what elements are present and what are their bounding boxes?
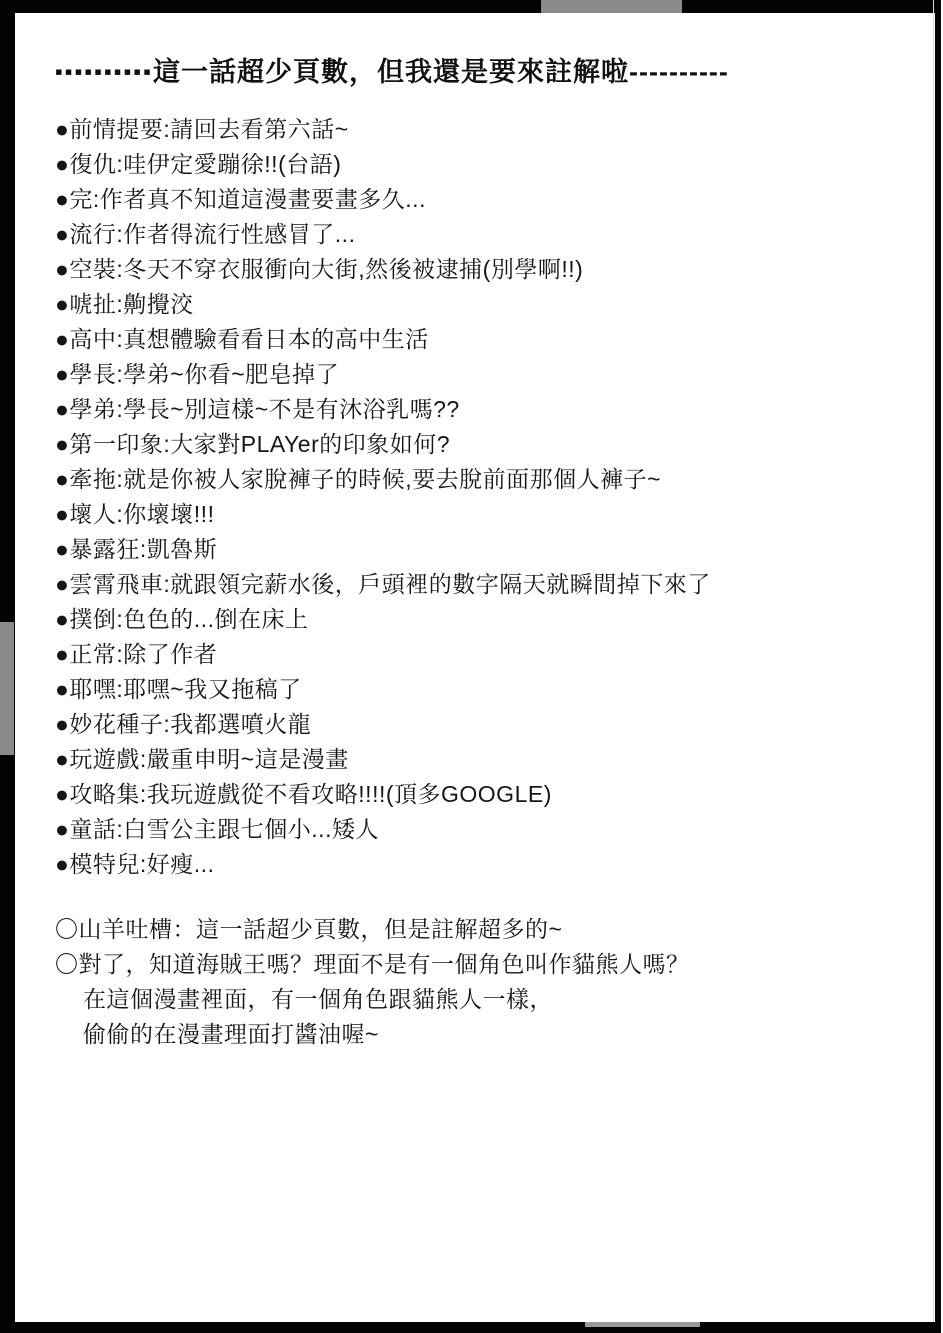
footer-line: 〇對了，知道海賊王嗎？理面不是有一個角色叫作貓熊人嗎？ [55,951,690,977]
title-lead-dashes: ▪▪▪▪▪▪▪▪▪▪ [55,59,153,84]
gray-patch-left [0,622,14,755]
note-line: ●第一印象:大家對PLAYer的印象如何? [55,431,451,457]
note-line: ●正常:除了作者 [55,641,218,667]
footer-line: 在這個漫畫裡面，有一個角色跟貓熊人一樣， [83,986,553,1012]
footer-commentary [55,912,915,1052]
page-border-bottom [0,1322,941,1333]
page-title [55,50,895,89]
title-trail-dashes: ---------- [629,57,729,87]
right-edge-line [933,0,934,1333]
note-line: ●前情提要:請回去看第六話~ [55,116,349,142]
note-line: ●模特兒:好瘦... [55,851,215,877]
page-border-top [0,0,936,13]
page-border-right [935,0,941,1333]
note-line: ●完:作者真不知道這漫畫要畫多久... [55,186,426,212]
gray-patch-bottom [585,1322,700,1327]
footer-line: 〇山羊吐槽：這一話超少頁數，但是註解超多的~ [55,916,563,942]
note-line: ●唬扯:齁攪洨 [55,291,194,317]
footer-line: 偷偷的在漫畫理面打醬油喔~ [83,1021,379,1047]
note-line: ●暴露狂:凱魯斯 [55,536,218,562]
note-line: ●撲倒:色色的...倒在床上 [55,606,309,632]
note-line: ●學長:學弟~你看~肥皂掉了 [55,361,340,387]
gray-patch-top [541,0,682,13]
annotation-list [55,112,905,882]
note-line: ●攻略集:我玩遊戲從不看攻略!!!!(頂多GOOGLE) [55,781,552,807]
note-line: ●學弟:學長~別這樣~不是有沐浴乳嗎?? [55,396,460,422]
note-line: ●雲霄飛車:就跟領完薪水後，戶頭裡的數字隔天就瞬間掉下來了 [55,571,711,597]
note-line: ●流行:作者得流行性感冒了... [55,221,356,247]
note-line: ●玩遊戲:嚴重申明~這是漫畫 [55,746,349,772]
note-line: ●妙花種子:我都選噴火龍 [55,711,312,737]
note-line: ●牽拖:就是你被人家脫褲子的時候,要去脫前面那個人褲子~ [55,466,662,492]
note-line: ●高中:真想體驗看看日本的高中生活 [55,326,429,352]
note-line: ●復仇:哇伊定愛蹦徐!!(台語) [55,151,342,177]
note-line: ●空裝:冬天不穿衣服衝向大街,然後被逮捕(別學啊!!) [55,256,584,282]
title-text: 這一話超少頁數，但我還是要來註解啦 [153,57,629,87]
note-line: ●壞人:你壞壞!!! [55,501,215,527]
note-line: ●童話:白雪公主跟七個小...矮人 [55,816,379,842]
note-line: ●耶嘿:耶嘿~我又拖稿了 [55,676,302,702]
